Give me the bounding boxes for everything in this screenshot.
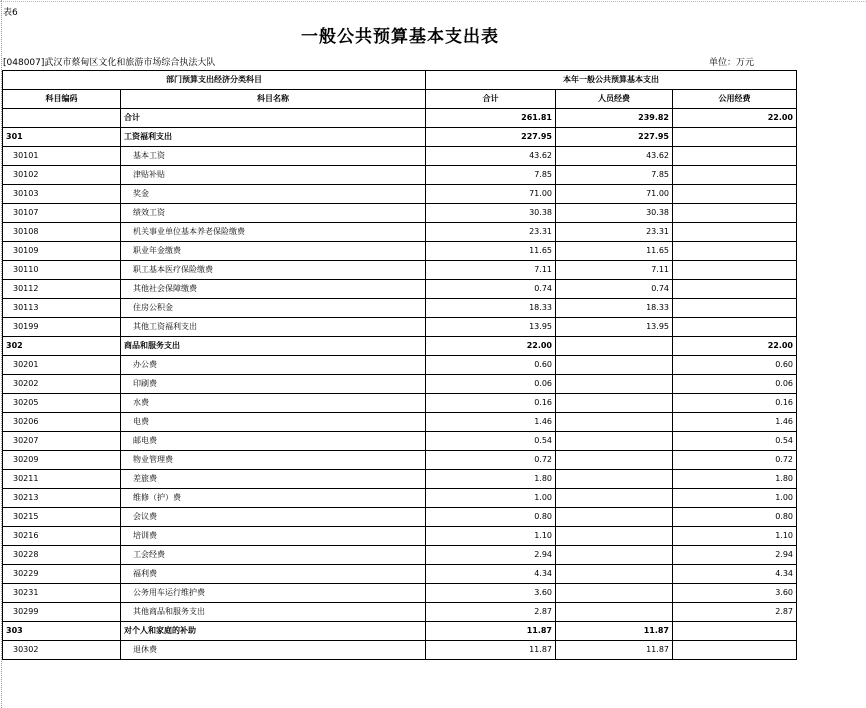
table-row xyxy=(3,451,797,470)
cell-name: 其他工资福利支出 xyxy=(121,318,426,337)
table-row xyxy=(3,261,797,280)
cell-personnel xyxy=(556,508,673,527)
cell-total: 11.87 xyxy=(426,622,556,641)
table-row xyxy=(3,223,797,242)
cell-total: 2.87 xyxy=(426,603,556,622)
column-header-name: 科目名称 xyxy=(121,90,426,109)
cell-total: 23.31 xyxy=(426,223,556,242)
table-row xyxy=(3,394,797,413)
cell-personnel: 30.38 xyxy=(556,204,673,223)
table-row xyxy=(3,584,797,603)
cell-personnel: 11.87 xyxy=(556,641,673,660)
cell-code: 30103 xyxy=(3,185,121,204)
cell-public: 2.87 xyxy=(673,603,797,622)
cell-personnel: 71.00 xyxy=(556,185,673,204)
cell-code: 30213 xyxy=(3,489,121,508)
cell-total: 13.95 xyxy=(426,318,556,337)
cell-total: 0.54 xyxy=(426,432,556,451)
cell-name: 职工基本医疗保险缴费 xyxy=(121,261,426,280)
cell-name: 水费 xyxy=(121,394,426,413)
cell-code: 303 xyxy=(3,622,121,641)
cell-public: 0.16 xyxy=(673,394,797,413)
cell-code: 30216 xyxy=(3,527,121,546)
cell-name: 公务用车运行维护费 xyxy=(121,584,426,603)
table-number-label: 表6 xyxy=(3,8,18,18)
cell-personnel xyxy=(556,337,673,356)
cell-total: 18.33 xyxy=(426,299,556,318)
cell-public: 22.00 xyxy=(673,337,797,356)
cell-personnel: 7.11 xyxy=(556,261,673,280)
cell-personnel: 43.62 xyxy=(556,147,673,166)
cell-name: 办公费 xyxy=(121,356,426,375)
cell-personnel xyxy=(556,527,673,546)
cell-code: 30108 xyxy=(3,223,121,242)
cell-code: 301 xyxy=(3,128,121,147)
cell-code: 30205 xyxy=(3,394,121,413)
unit-name: [048007]武汉市蔡甸区文化和旅游市场综合执法大队 xyxy=(3,58,216,68)
cell-total: 2.94 xyxy=(426,546,556,565)
cell-code: 30215 xyxy=(3,508,121,527)
cell-code: 30207 xyxy=(3,432,121,451)
table-row xyxy=(3,508,797,527)
cell-public: 0.80 xyxy=(673,508,797,527)
table-group-row xyxy=(3,337,797,356)
cell-personnel: 239.82 xyxy=(556,109,673,128)
cell-name: 会议费 xyxy=(121,508,426,527)
cell-public: 0.06 xyxy=(673,375,797,394)
cell-personnel: 0.74 xyxy=(556,280,673,299)
table-row xyxy=(3,356,797,375)
cell-personnel: 11.87 xyxy=(556,622,673,641)
cell-name: 邮电费 xyxy=(121,432,426,451)
cell-public: 22.00 xyxy=(673,109,797,128)
cell-code: 30201 xyxy=(3,356,121,375)
cell-code: 30209 xyxy=(3,451,121,470)
cell-total: 7.11 xyxy=(426,261,556,280)
cell-public xyxy=(673,641,797,660)
table-row xyxy=(3,527,797,546)
cell-personnel xyxy=(556,565,673,584)
column-header-total: 合计 xyxy=(426,90,556,109)
cell-public xyxy=(673,622,797,641)
cell-public xyxy=(673,242,797,261)
cell-public: 1.80 xyxy=(673,470,797,489)
cell-total: 0.16 xyxy=(426,394,556,413)
table-row xyxy=(3,318,797,337)
cell-code: 302 xyxy=(3,337,121,356)
cell-total: 11.87 xyxy=(426,641,556,660)
cell-total: 261.81 xyxy=(426,109,556,128)
cell-code: 30199 xyxy=(3,318,121,337)
cell-code: 30107 xyxy=(3,204,121,223)
cell-personnel xyxy=(556,432,673,451)
cell-code: 30228 xyxy=(3,546,121,565)
cell-public xyxy=(673,261,797,280)
cell-public xyxy=(673,299,797,318)
budget-table xyxy=(2,70,797,660)
cell-public: 3.60 xyxy=(673,584,797,603)
table-row xyxy=(3,470,797,489)
cell-name: 电费 xyxy=(121,413,426,432)
table-row xyxy=(3,147,797,166)
cell-total: 3.60 xyxy=(426,584,556,603)
table-group-row xyxy=(3,128,797,147)
cell-total: 11.65 xyxy=(426,242,556,261)
header-left-group: 部门预算支出经济分类科目 xyxy=(3,71,426,90)
table-row xyxy=(3,546,797,565)
table-row xyxy=(3,375,797,394)
cell-code: 30113 xyxy=(3,299,121,318)
cell-public xyxy=(673,318,797,337)
cell-personnel xyxy=(556,546,673,565)
currency-unit-label: 单位：万元 xyxy=(709,58,755,68)
header-column-row xyxy=(3,90,797,109)
cell-public xyxy=(673,147,797,166)
table-group-row xyxy=(3,622,797,641)
cell-name: 维修（护）费 xyxy=(121,489,426,508)
cell-personnel: 227.95 xyxy=(556,128,673,147)
cell-total: 227.95 xyxy=(426,128,556,147)
cell-name: 对个人和家庭的补助 xyxy=(121,622,426,641)
cell-personnel xyxy=(556,413,673,432)
table-row xyxy=(3,565,797,584)
table-row xyxy=(3,413,797,432)
page-title: 一般公共预算基本支出表 xyxy=(301,27,499,47)
cell-total: 0.72 xyxy=(426,451,556,470)
header-right-group: 本年一般公共预算基本支出 xyxy=(426,71,797,90)
cell-personnel xyxy=(556,356,673,375)
cell-public: 0.72 xyxy=(673,451,797,470)
cell-code: 30101 xyxy=(3,147,121,166)
cell-total: 1.10 xyxy=(426,527,556,546)
cell-name: 奖金 xyxy=(121,185,426,204)
cell-total: 30.38 xyxy=(426,204,556,223)
cell-personnel xyxy=(556,489,673,508)
page-top-rule xyxy=(0,1,866,2)
table-total-row xyxy=(3,109,797,128)
cell-public: 4.34 xyxy=(673,565,797,584)
table-row xyxy=(3,166,797,185)
cell-name: 其他商品和服务支出 xyxy=(121,603,426,622)
cell-public: 1.10 xyxy=(673,527,797,546)
cell-personnel: 7.85 xyxy=(556,166,673,185)
cell-public: 1.46 xyxy=(673,413,797,432)
cell-name: 职业年金缴费 xyxy=(121,242,426,261)
cell-personnel: 13.95 xyxy=(556,318,673,337)
cell-total: 22.00 xyxy=(426,337,556,356)
cell-total: 4.34 xyxy=(426,565,556,584)
cell-code: 30211 xyxy=(3,470,121,489)
table-row xyxy=(3,299,797,318)
table-row xyxy=(3,489,797,508)
cell-personnel xyxy=(556,603,673,622)
cell-name: 福利费 xyxy=(121,565,426,584)
cell-public xyxy=(673,223,797,242)
cell-total: 0.60 xyxy=(426,356,556,375)
cell-public: 0.60 xyxy=(673,356,797,375)
cell-personnel: 18.33 xyxy=(556,299,673,318)
cell-public xyxy=(673,280,797,299)
table-row xyxy=(3,603,797,622)
cell-name: 津贴补贴 xyxy=(121,166,426,185)
cell-name: 绩效工资 xyxy=(121,204,426,223)
cell-total: 43.62 xyxy=(426,147,556,166)
cell-code: 30299 xyxy=(3,603,121,622)
cell-total: 71.00 xyxy=(426,185,556,204)
cell-code: 30302 xyxy=(3,641,121,660)
cell-code: 30110 xyxy=(3,261,121,280)
cell-name: 住房公积金 xyxy=(121,299,426,318)
cell-total: 0.06 xyxy=(426,375,556,394)
cell-personnel xyxy=(556,584,673,603)
cell-personnel xyxy=(556,375,673,394)
cell-name: 差旅费 xyxy=(121,470,426,489)
cell-total: 0.80 xyxy=(426,508,556,527)
cell-personnel xyxy=(556,470,673,489)
cell-public xyxy=(673,185,797,204)
cell-code: 30206 xyxy=(3,413,121,432)
cell-code: 30231 xyxy=(3,584,121,603)
cell-code: 30112 xyxy=(3,280,121,299)
table-row xyxy=(3,242,797,261)
cell-name: 其他社会保障缴费 xyxy=(121,280,426,299)
cell-public xyxy=(673,128,797,147)
cell-personnel: 11.65 xyxy=(556,242,673,261)
cell-personnel xyxy=(556,451,673,470)
table-row xyxy=(3,185,797,204)
table-row xyxy=(3,280,797,299)
cell-personnel: 23.31 xyxy=(556,223,673,242)
cell-name: 物业管理费 xyxy=(121,451,426,470)
cell-name: 工会经费 xyxy=(121,546,426,565)
header-group-row xyxy=(3,71,797,90)
cell-name: 工资福利支出 xyxy=(121,128,426,147)
cell-name: 商品和服务支出 xyxy=(121,337,426,356)
table-row xyxy=(3,432,797,451)
cell-code: 30109 xyxy=(3,242,121,261)
column-header-public: 公用经费 xyxy=(673,90,797,109)
cell-personnel xyxy=(556,394,673,413)
cell-public: 1.00 xyxy=(673,489,797,508)
column-header-code: 科目编码 xyxy=(3,90,121,109)
cell-total: 1.80 xyxy=(426,470,556,489)
cell-code: 30102 xyxy=(3,166,121,185)
table-row xyxy=(3,204,797,223)
cell-name: 机关事业单位基本养老保险缴费 xyxy=(121,223,426,242)
cell-public xyxy=(673,166,797,185)
cell-name: 退休费 xyxy=(121,641,426,660)
cell-code: 30229 xyxy=(3,565,121,584)
cell-total: 1.46 xyxy=(426,413,556,432)
cell-name: 合计 xyxy=(121,109,426,128)
cell-public: 2.94 xyxy=(673,546,797,565)
cell-name: 印刷费 xyxy=(121,375,426,394)
cell-total: 7.85 xyxy=(426,166,556,185)
cell-name: 培训费 xyxy=(121,527,426,546)
cell-total: 1.00 xyxy=(426,489,556,508)
cell-code xyxy=(3,109,121,128)
cell-public xyxy=(673,204,797,223)
column-header-personnel: 人员经费 xyxy=(556,90,673,109)
cell-total: 0.74 xyxy=(426,280,556,299)
cell-public: 0.54 xyxy=(673,432,797,451)
cell-code: 30202 xyxy=(3,375,121,394)
table-row xyxy=(3,641,797,660)
cell-name: 基本工资 xyxy=(121,147,426,166)
